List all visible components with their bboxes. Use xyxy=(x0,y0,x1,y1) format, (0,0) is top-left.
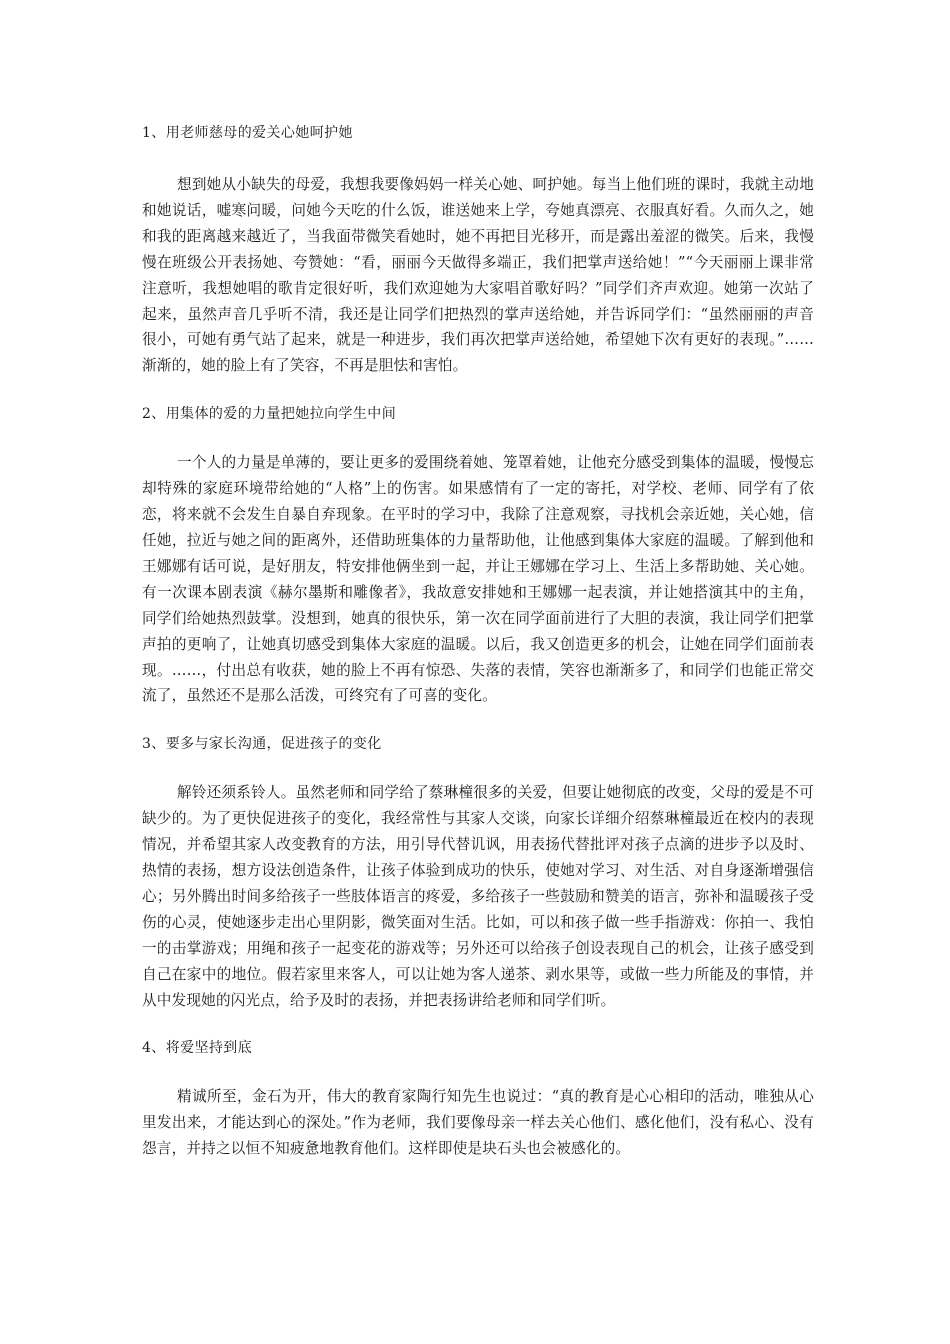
section-2-heading: 2、用集体的爱的力量把她拉向学生中间 xyxy=(142,406,397,423)
section-1-heading: 1、用老师慈母的爱关心她呵护她 xyxy=(142,125,353,141)
section-4-paragraph: 精诚所至，金石为开，伟大的教育家陶行知先生也说过：“真的教育是心心相印的活动，唯独从心里发出来，才能达到心的深处。”作为老师，我们要像母亲一样去关心他们、感化他们，没有私心、没有怨言，并持之以恒不知疲惫地教育他们。这样即使是块石头也会被感化的。 xyxy=(142,1088,814,1158)
section-3-heading: 3、要多与家长沟通，促进孩子的变化 xyxy=(142,736,382,753)
section-2-paragraph: 一个人的力量是单薄的，要让更多的爱围绕着她、笼罩着她，让他充分感受到集体的温暖，慢慢忘却特殊的家庭环境带给她的“人格”上的伤害。如果感情有了一定的寄托，对学校、老师、同学有了依恋，将来就不会发生自暴自弃现象。在平时的学习中，我除了注意观察，寻找机会亲近她，关心她，信任她，拉近与她之间的距离外，还借助班集体的力量帮助他，让他感到集体大家庭的温暖。了解到他和王娜娜有话可说，是好朋友，特安排他俩坐到一起，并让王娜娜在学习上、生活上多帮助她、关心她。有一次课本剧表演《赫尔墨斯和雕像者》，我故意安排她和王娜娜一起表演，并让她搭演其中的主角，同学们给她热烈鼓掌。没想到，她真的很快乐，第一次在同学面前进行了大胆的表演，我让同学们把掌声拍的更响了，让她真切感受到集体大家庭的温暖。以后，我又创造更多的机会，让她在同学们面前表现。……，付出总有收获，她的脸上不再有惊恐、失落的表情，笑容也渐渐多了，和同学们也能正常交流了，虽然还不是那么活泼，可终究有了可喜的变化。 xyxy=(142,454,814,705)
document-page xyxy=(142,120,814,1162)
section-3-paragraph: 解铃还须系铃人。虽然老师和同学给了蔡琳橦很多的关爱，但要让她彻底的改变，父母的爱是不可缺少的。为了更快促进孩子的变化，我经常性与其家人交谈，向家长详细介绍蔡琳橦最近在校内的表现情况，并希望其家人改变教育的方法，用引导代替讥讽，用表扬代替批评对孩子点滴的进步予以及时、热情的表扬，想方设法创造条件，让孩子体验到成功的快乐，使她对学习、对生活、对自身逐渐增强信心；另外腾出时间多给孩子一些肢体语言的疼爱，多给孩子一些鼓励和赞美的语言，弥补和温暖孩子受伤的心灵，使她逐步走出心里阴影，微笑面对生活。比如，可以和孩子做一些手指游戏：你拍一、我怕一的击掌游戏；用绳和孩子一起变花的游戏等；另外还可以给孩子创设表现自己的机会，让孩子感受到自己在家中的地位。假若家里来客人，可以让她为客人递茶、剥水果等，或做一些力所能及的事情，并从中发现她的闪光点，给予及时的表扬，并把表扬讲给老师和同学们听。 xyxy=(142,784,814,1009)
section-4-heading: 4、将爱坚持到底 xyxy=(142,1040,253,1057)
section-1-paragraph: 想到她从小缺失的母爱，我想我要像妈妈一样关心她、呵护她。每当上他们班的课时，我就主动地和她说话，嘘寒问暖，问她今天吃的什么饭，谁送她来上学，夸她真漂亮、衣服真好看。久而久之，她和我的距离越来越近了，当我面带微笑看她时，她不再把目光移开，而是露出羞涩的微笑。后来，我慢慢在班级公开表扬她、夸赞她：“看，丽丽今天做得多端正，我们把掌声送给她！”“今天丽丽上课非常注意听，我想她唱的歌肯定很好听，我们欢迎她为大家唱首歌好吗？”同学们齐声欢迎。她第一次站了起来，虽然声音几乎听不清，我还是让同学们把热烈的掌声送给她，并告诉同学们：“虽然丽丽的声音很小，可她有勇气站了起来，就是一种进步，我们再次把掌声送给她，希望她下次有更好的表现。”……渐渐的，她的脸上有了笑容，不再是胆怯和害怕。 xyxy=(142,176,814,375)
